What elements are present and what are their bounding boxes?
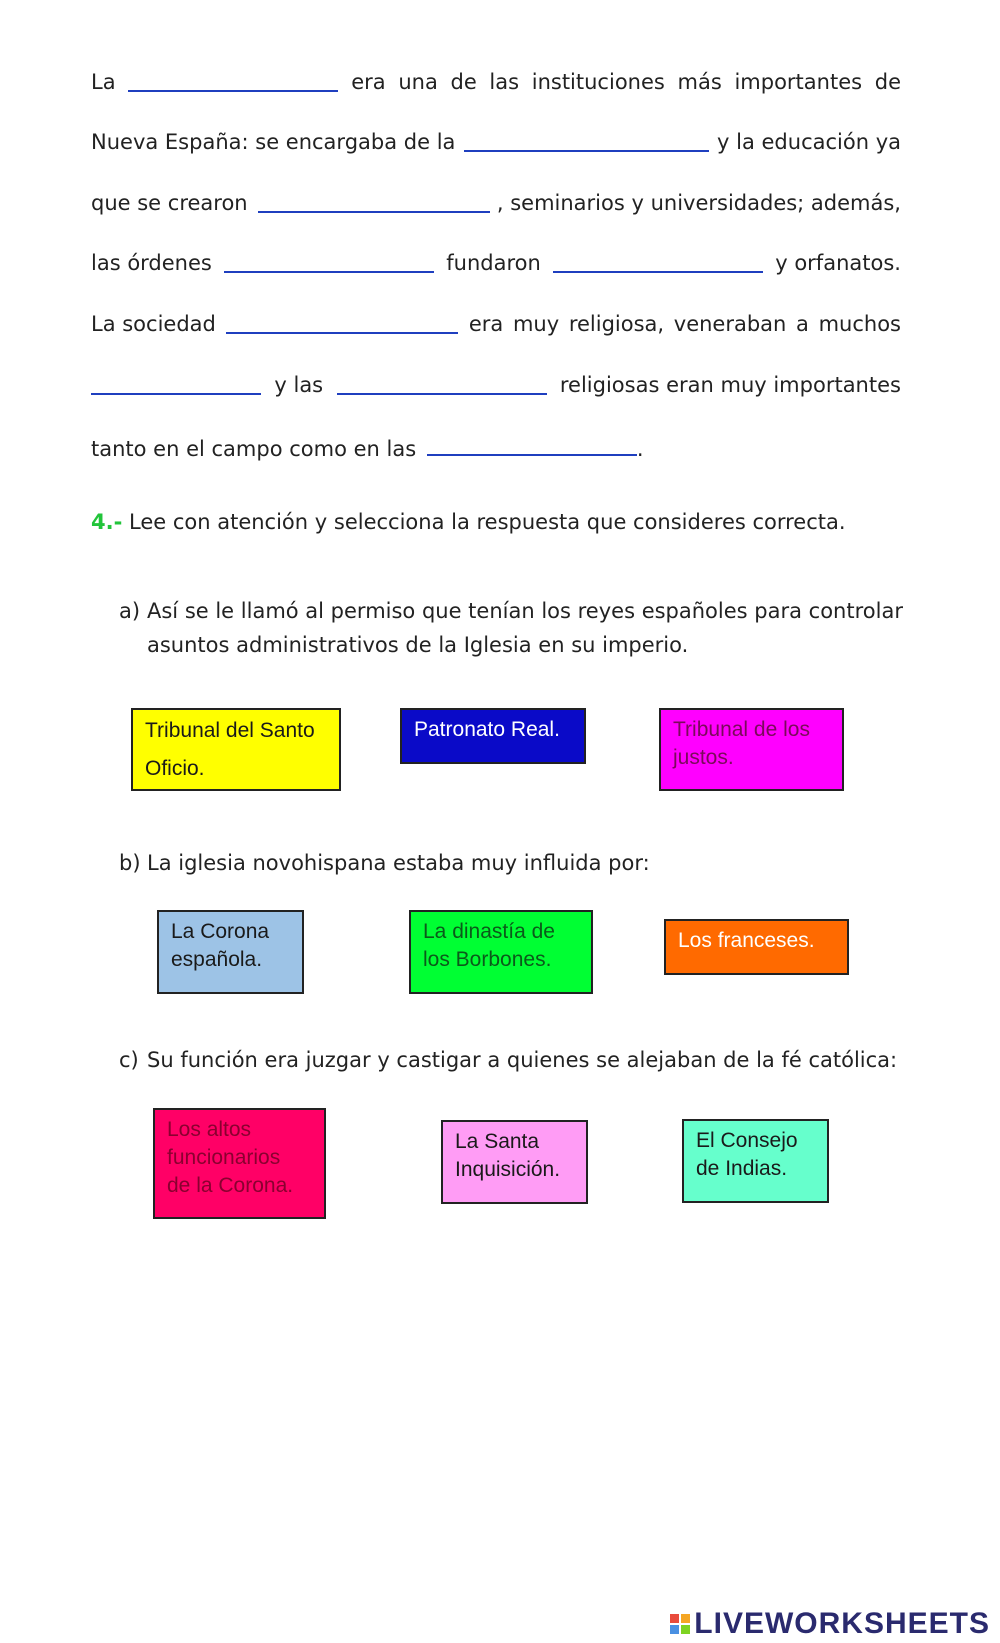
- option-label: de Indias.: [696, 1157, 788, 1180]
- question-a-line-1: Así se le llamó al permiso que tenían los reyes españoles para controlar: [147, 599, 903, 623]
- question-a-line-2: asuntos administrativos de la Iglesia en su imperio.: [147, 633, 689, 657]
- question-c-text: Su función era juzgar y castigar a quienes se alejaban de la fé católica:: [147, 1048, 898, 1072]
- liveworksheets-logo-icon: [670, 1614, 690, 1634]
- option-label: los Borbones.: [423, 948, 552, 971]
- text-orfanatos: y orfanatos.: [775, 251, 901, 275]
- text-religiosa: era muy religiosa, veneraban a muchos: [468, 312, 901, 336]
- blank-3[interactable]: [258, 189, 490, 213]
- section-number: 4.-: [91, 510, 123, 534]
- paragraph-line-6: [91, 371, 901, 399]
- option-label: Tribunal del Santo: [145, 719, 315, 742]
- question-b-text: La iglesia novohispana estaba muy influida por:: [147, 851, 650, 875]
- paragraph-line-3: [91, 189, 901, 217]
- option-label: de la Corona.: [167, 1174, 294, 1197]
- blank-7[interactable]: [91, 371, 261, 395]
- blank-6[interactable]: [226, 310, 458, 334]
- question-a-letter: a): [119, 599, 141, 623]
- option-label: funcionarios: [167, 1146, 281, 1169]
- option-label: La dinastía de: [423, 920, 555, 943]
- option-label: Tribunal de los: [673, 718, 810, 741]
- section-4-instruction: [91, 505, 846, 539]
- liveworksheets-logo: [670, 1607, 990, 1641]
- option-label: Los franceses.: [678, 929, 815, 952]
- blank-8[interactable]: [337, 371, 547, 395]
- option-b3-franceses[interactable]: [664, 919, 849, 975]
- paragraph-line-7: [91, 432, 901, 463]
- option-c1-altos-funcionarios[interactable]: [153, 1108, 326, 1219]
- option-label: justos.: [673, 746, 734, 769]
- option-label: española.: [171, 948, 263, 971]
- text-se-crearon: que se crearon: [91, 191, 248, 215]
- option-a1-tribunal-santo-oficio[interactable]: [131, 708, 341, 791]
- text-la: La: [91, 70, 116, 94]
- text-educacion: y la educación ya: [717, 130, 901, 154]
- brand-name: LIVEWORKSHEETS: [694, 1607, 990, 1640]
- blank-5[interactable]: [553, 249, 763, 273]
- option-a3-tribunal-justos[interactable]: [659, 708, 844, 791]
- option-label: La Santa: [455, 1130, 540, 1153]
- text-sociedad: La sociedad: [91, 312, 216, 336]
- option-b1-corona-espanola[interactable]: [157, 910, 304, 994]
- logo-square: [681, 1625, 690, 1634]
- paragraph-line-4: [91, 249, 901, 277]
- option-label: El Consejo: [696, 1129, 798, 1152]
- option-b2-dinastia-borbones[interactable]: [409, 910, 593, 994]
- text-seminarios: , seminarios y universidades; además,: [496, 191, 901, 215]
- question-a-text: [147, 594, 903, 662]
- option-label: Los altos: [167, 1118, 252, 1141]
- text-era-una: era una de las instituciones más importantes de: [351, 70, 901, 94]
- text-nueva-espana: Nueva España: se encargaba de la: [91, 130, 456, 154]
- text-fundaron: fundaron: [446, 251, 541, 275]
- question-b-letter: b): [119, 851, 141, 875]
- option-c2-santa-inquisicion[interactable]: [441, 1120, 588, 1204]
- option-a2-patronato-real[interactable]: [400, 708, 586, 764]
- blank-9[interactable]: [427, 432, 637, 456]
- instruction-text: Lee con atención y selecciona la respuesta que consideres correcta.: [129, 510, 846, 534]
- text-y-las: y las: [274, 373, 324, 397]
- logo-square: [681, 1614, 690, 1623]
- text-tanto: tanto en el campo como en las: [91, 437, 417, 461]
- paragraph-line-1: [91, 68, 901, 96]
- text-period: .: [636, 437, 644, 461]
- option-label: Inquisición.: [455, 1158, 561, 1181]
- blank-2[interactable]: [464, 128, 709, 152]
- option-label: Oficio.: [145, 757, 205, 780]
- logo-square: [670, 1614, 679, 1623]
- paragraph-line-2: [91, 128, 901, 156]
- blank-1[interactable]: [128, 68, 338, 92]
- blank-4[interactable]: [224, 249, 434, 273]
- option-c3-consejo-indias[interactable]: [682, 1119, 829, 1203]
- option-label: La Corona: [171, 920, 270, 943]
- text-ordenes: las órdenes: [91, 251, 212, 275]
- option-label: Patronato Real.: [414, 718, 560, 741]
- text-religiosas: religiosas eran muy importantes: [559, 373, 901, 397]
- question-c-letter: c): [119, 1048, 139, 1072]
- logo-square: [670, 1625, 679, 1634]
- paragraph-line-5: [91, 310, 901, 338]
